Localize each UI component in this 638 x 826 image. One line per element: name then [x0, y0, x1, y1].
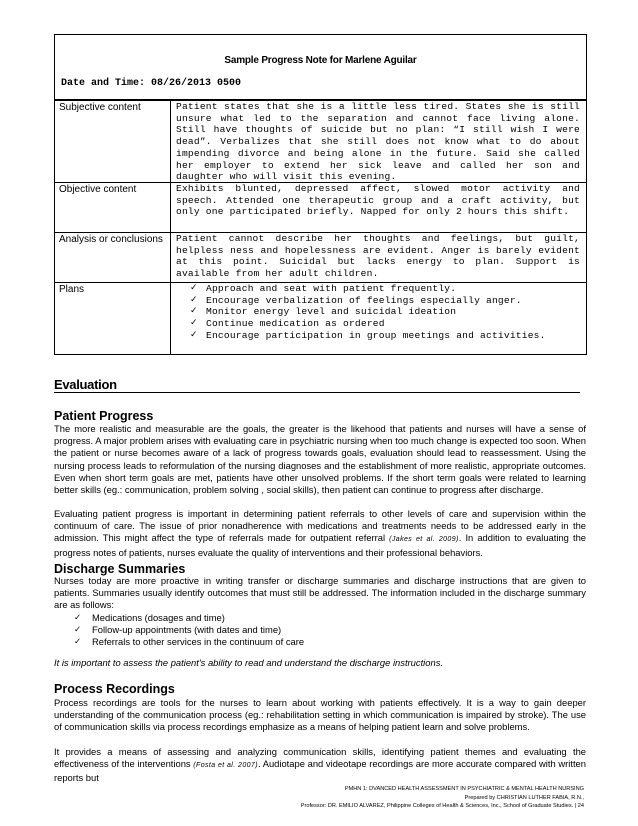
row-label-subjective: Subjective content: [55, 101, 171, 182]
progress-note-date-time: Date and Time: 08/26/2013 0500: [61, 78, 242, 89]
process-text-b: . Audiotape and videotape recordings are more accurate compared with written reports but: [54, 758, 586, 784]
discharge-item-text: Referrals to other services in the continuum of care: [92, 636, 305, 648]
note-row-analysis: [55, 232, 586, 282]
row-body-subjective: Patient states that she is a little less tired. States she is still unsure what led to the separation and cannot face living alone. Still have thoughts of suicide but no plan: “I still wish I were dead”. Verbalizes that she still does not know what to do about impending divorce and being alone in the future. Said she called her employer to extend her sick leave and called her son and daughter who will visit this evening.: [176, 101, 580, 183]
row-body-plans: [171, 283, 586, 354]
checkmark-icon: ✓: [190, 318, 198, 329]
plan-item: [190, 295, 580, 307]
note-row-plans: [55, 282, 586, 354]
patient-progress-text-a: Evaluating patient progress is important in determining patient referrals to other levels of care and supervision within the continuum of care. The issue of prior nonadherence with medications and treatments needs to be addressed early in the admission. This might affect the type of referrals made for outpatient referral: [54, 508, 586, 544]
footer-prepared-by: Prepared by CHRISTIAN LUTHER FABIA, R.N.,: [464, 794, 584, 801]
footer-course: PMHN 1: DVANCED HEALTH ASSESSMENT IN PSYCHIATRIC & MENTAL HEALTH NURSING: [344, 786, 584, 792]
discharge-summaries-title: Discharge Summaries: [54, 562, 186, 576]
row-label-analysis: Analysis or conclusions: [55, 233, 171, 282]
plan-text: Continue medication as ordered: [206, 318, 385, 330]
patient-progress-text-b: . In addition to evaluating the progress notes of patients, nurses evaluate the quality of interventions and their professional behaviors.: [54, 532, 586, 558]
plan-item: [190, 306, 580, 318]
checkmark-icon: ✓: [74, 637, 82, 648]
plan-item: [190, 318, 580, 330]
discharge-item: [74, 624, 304, 636]
process-paragraph-2: [54, 746, 586, 785]
footer-professor: Professor: DR. EMILIO ALVAREZ, Philippine Colleges of Health & Sciences, Inc., School of Graduate Studies. | 24: [300, 803, 584, 810]
plan-text: Encourage participation in group meetings and activities.: [206, 329, 546, 341]
patient-progress-paragraph-2: [54, 508, 586, 559]
checkmark-icon: ✓: [74, 625, 82, 636]
process-paragraph-1: Process recordings are tools for the nurses to learn about working with patients effectively. It is a way to gain deeper understanding of the communication process (eg.: rehabilitation setting in which communication is impaired by stroke). The use of communication skills via process recordings emphasize as a means of helping patient learn and solve problems.: [54, 697, 586, 733]
plan-text: Monitor energy level and suicidal ideation: [206, 306, 457, 318]
plans-list: [176, 283, 580, 342]
note-row-objective: [55, 182, 586, 232]
discharge-paragraph: Nurses today are more proactive in writing transfer or discharge summaries and discharge instructions that are given to patients. Summaries usually identify outcomes that must still be addressed. The information included in the discharge summary are as follows:: [54, 575, 586, 611]
checkmark-icon: ✓: [190, 306, 198, 317]
note-row-subjective: [55, 100, 586, 182]
page-footer: [301, 785, 584, 811]
evaluation-heading: Evaluation: [54, 378, 580, 393]
discharge-items-list: [74, 612, 304, 649]
checkmark-icon: ✓: [190, 283, 198, 293]
citation-ref: (Fosta et al. 2007): [193, 762, 258, 770]
discharge-item: [74, 612, 304, 624]
citation-ref: (Jakes et al. 2009): [389, 536, 459, 544]
row-body-analysis: Patient cannot describe her thoughts and feelings, but guilt, helpless ness and hopelessness are evident. Anger is barely evident at this point. Suicidal but lacks energy to plan. Support is available from her adult children.: [176, 233, 580, 280]
row-label-plans: Plans: [55, 283, 171, 354]
checkmark-icon: ✓: [74, 613, 82, 623]
patient-progress-title: Patient Progress: [54, 409, 154, 423]
row-label-objective: Objective content: [55, 183, 171, 232]
progress-note-table: [54, 34, 587, 355]
discharge-item-text: Medications (dosages and time): [92, 612, 225, 623]
plan-text: Approach and seat with patient frequently.: [206, 283, 457, 294]
progress-note-header: [55, 35, 586, 100]
row-body-objective: Exhibits blunted, depressed affect, slowed motor activity and speech. Attended one therapeutic group and a craft activity, but only one participated briefly. Napped for only 2 hours this shift.: [176, 183, 580, 218]
plan-item: [190, 283, 580, 295]
discharge-item-text: Follow-up appointments (with dates and time): [92, 624, 282, 636]
progress-note-title: Sample Progress Note for Marlene Aguilar: [224, 55, 417, 66]
process-text-a: It provides a means of assessing and analyzing communication skills, identifying patient themes and evaluating the effectiveness of the interventions: [54, 746, 586, 770]
process-recordings-title: Process Recordings: [54, 682, 175, 696]
checkmark-icon: ✓: [190, 329, 198, 340]
discharge-note: It is important to assess the patient's ability to read and understand the discharge instructions.: [54, 657, 443, 668]
discharge-item: [74, 636, 304, 648]
patient-progress-paragraph-1: The more realistic and measurable are the goals, the greater is the likehood that patients and nurses will have a sense of progress. A major problem arises with evaluating care in psychiatric nursing when too much change is expected too soon. When the patient or nurse becomes aware of a lack of progress towards goals, evaluation should lead to reassessment. Using the nursing process leads to reformulation of the nursing diagnoses and the establishment of more realistic, appropriate outcomes. Even when short term goals are met, patients have other unsolved problems. If the short term goals were related to learning better skills (eg.: communication, problem solving , social skills), then patient can continue to progress after discharge.: [54, 423, 586, 496]
plan-item: [190, 330, 580, 342]
plan-text: Encourage verbalization of feelings especially anger.: [206, 294, 522, 306]
checkmark-icon: ✓: [190, 294, 198, 305]
